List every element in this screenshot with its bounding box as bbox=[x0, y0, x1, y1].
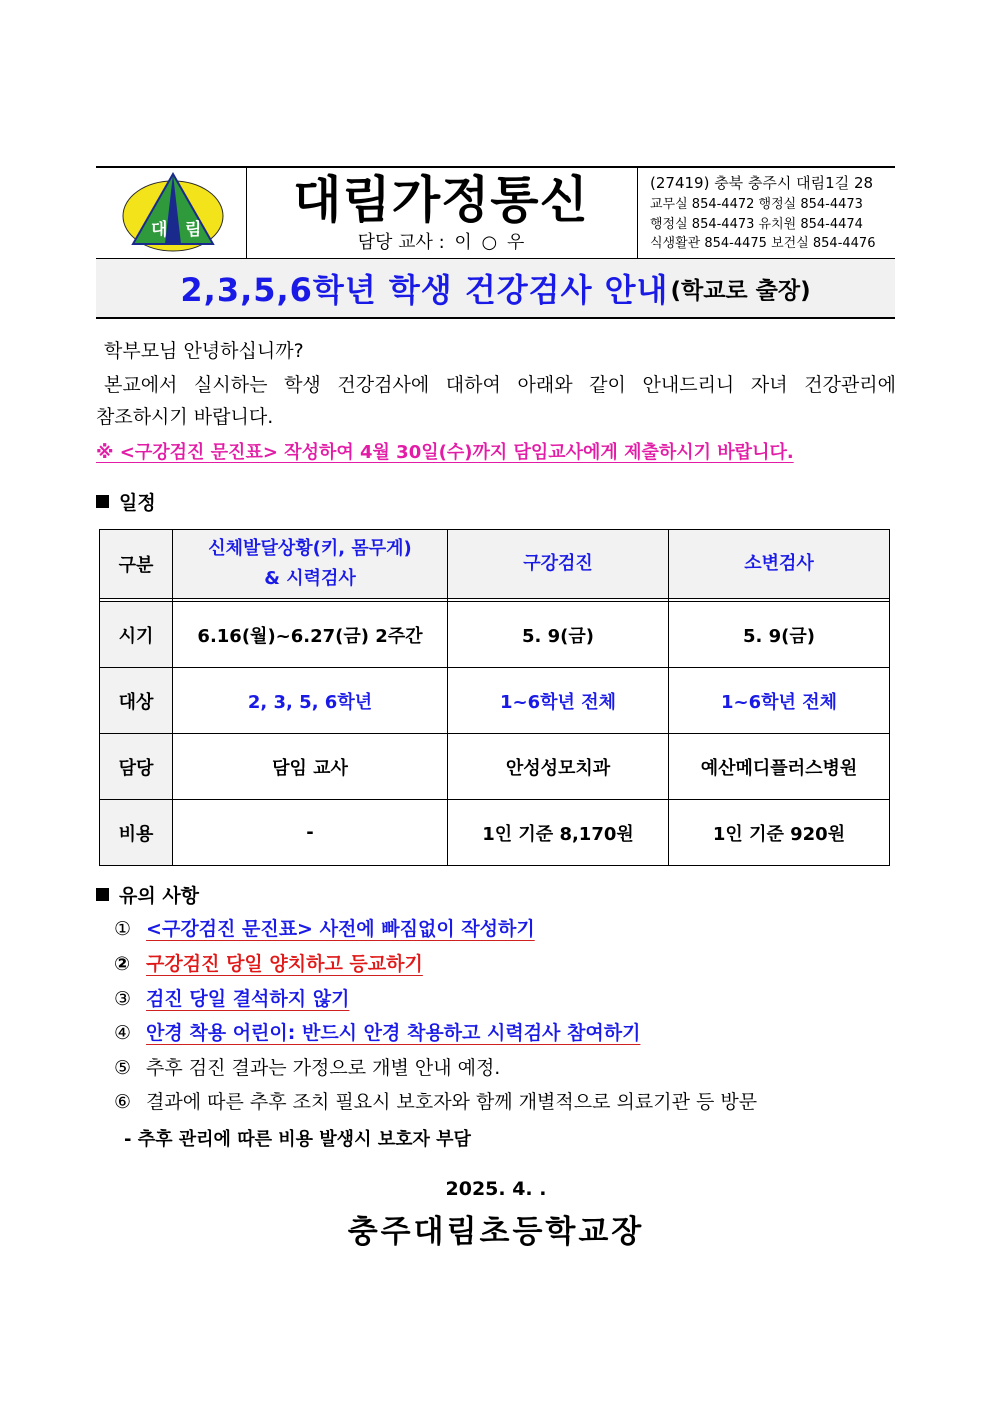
submission-notice: ※ <구강검진 문진표> 작성하여 4월 30일(수)까지 담임교사에게 제출하시기 바랍니다. bbox=[96, 442, 794, 463]
subject-location: (학교로 출장) bbox=[670, 277, 811, 304]
note-text: 안경 착용 어린이: 반드시 안경 착용하고 시력검사 참여하기 bbox=[146, 1022, 641, 1044]
table-cell: - bbox=[173, 800, 448, 866]
table-row bbox=[100, 800, 890, 866]
subject-banner bbox=[96, 259, 895, 319]
note-number: ① bbox=[114, 918, 132, 940]
header-divider bbox=[637, 168, 638, 258]
teacher-name-first: 이 bbox=[454, 232, 472, 253]
header-cell-urine: 소변검사 bbox=[669, 530, 890, 599]
teacher-name-mark: ○ bbox=[481, 232, 498, 253]
note-item bbox=[114, 1055, 500, 1081]
table-cell: 2, 3, 5, 6학년 bbox=[173, 668, 448, 734]
note-item bbox=[114, 1089, 757, 1115]
note-text: 추후 검진 결과는 가정으로 개별 안내 예정. bbox=[146, 1057, 501, 1079]
schedule-heading-text: 일정 bbox=[119, 492, 156, 514]
note-number: ④ bbox=[114, 1022, 132, 1044]
row-label: 대상 bbox=[100, 668, 173, 734]
note-number: ③ bbox=[114, 988, 132, 1010]
contact-phones-1: 교무실 854-4472 행정실 854-4473 bbox=[650, 197, 863, 212]
newsletter-title: 대림가정통신 bbox=[293, 171, 589, 229]
header-cell-physical bbox=[173, 530, 448, 599]
table-row bbox=[100, 668, 890, 734]
subject-title: 2,3,5,6학년 학생 건강검사 안내 bbox=[180, 271, 669, 309]
logo-char-1: 대 bbox=[151, 220, 168, 240]
greeting: 학부모님 안녕하십니까? bbox=[104, 340, 304, 362]
table-cell: 1인 기준 8,170원 bbox=[448, 800, 669, 866]
teacher-name-last: 우 bbox=[506, 232, 525, 253]
table-cell: 1~6학년 전체 bbox=[669, 668, 890, 734]
note-text: <구강검진 문진표> 사전에 빠짐없이 작성하기 bbox=[146, 918, 535, 940]
intro-line-1: 본교에서 실시하는 학생 건강검사에 대하여 아래와 같이 안내드리니 자녀 건강관리에 bbox=[104, 374, 896, 396]
note-item bbox=[114, 916, 535, 942]
notes-heading-text: 유의 사항 bbox=[119, 885, 200, 907]
header-physical-line2: & 시력검사 bbox=[264, 568, 356, 589]
note-number: ⑥ bbox=[114, 1091, 132, 1113]
note-number: ② bbox=[114, 953, 131, 975]
table-cell: 안성성모치과 bbox=[448, 734, 669, 800]
contact-phones-3: 식생활관 854-4475 보건실 854-4476 bbox=[650, 236, 876, 251]
header-cell-category: 구분 bbox=[100, 530, 173, 599]
note-item bbox=[114, 986, 349, 1012]
school-logo bbox=[121, 172, 225, 254]
header-cell-oral: 구강검진 bbox=[448, 530, 669, 599]
principal-signature: 충주대림초등학교장 bbox=[347, 1214, 645, 1250]
table-row bbox=[100, 734, 890, 800]
document-date: 2025. 4. . bbox=[445, 1178, 547, 1200]
note-text: 검진 당일 결석하지 않기 bbox=[146, 988, 350, 1010]
square-bullet-icon bbox=[96, 888, 109, 901]
note-item bbox=[114, 1020, 640, 1046]
header-divider bbox=[246, 168, 247, 258]
row-label: 비용 bbox=[100, 800, 173, 866]
table-cell: 5. 9(금) bbox=[448, 602, 669, 668]
note-subitem: - 추후 관리에 따른 비용 발생시 보호자 부담 bbox=[124, 1129, 471, 1150]
table-cell: 5. 9(금) bbox=[669, 602, 890, 668]
table-header-row bbox=[100, 530, 890, 599]
teacher-label: 담당 교사 : bbox=[357, 232, 445, 253]
school-address: (27419) 충북 충주시 대림1길 28 bbox=[650, 174, 874, 192]
schedule-table bbox=[99, 529, 890, 866]
table-cell: 담임 교사 bbox=[173, 734, 448, 800]
intro-line-2: 참조하시기 바랍니다. bbox=[96, 406, 274, 428]
note-number: ⑤ bbox=[114, 1057, 132, 1079]
notes-heading bbox=[96, 881, 199, 908]
teacher-line bbox=[260, 231, 622, 255]
logo-char-2: 림 bbox=[185, 220, 202, 240]
note-text: 구강검진 당일 양치하고 등교하기 bbox=[146, 953, 423, 975]
note-text: 결과에 따른 추후 조치 필요시 보호자와 함께 개별적으로 의료기관 등 방문 bbox=[146, 1091, 758, 1113]
table-cell: 1~6학년 전체 bbox=[448, 668, 669, 734]
row-label: 담당 bbox=[100, 734, 173, 800]
note-item bbox=[114, 951, 423, 977]
contact-phones-2: 행정실 854-4473 유치원 854-4474 bbox=[650, 217, 863, 232]
row-label: 시기 bbox=[100, 602, 173, 668]
table-cell: 1인 기준 920원 bbox=[669, 800, 890, 866]
table-row bbox=[100, 602, 890, 668]
header-top-rule bbox=[96, 166, 895, 168]
square-bullet-icon bbox=[96, 495, 109, 508]
table-cell: 6.16(월)~6.27(금) 2주간 bbox=[173, 602, 448, 668]
schedule-heading bbox=[96, 488, 156, 515]
table-cell: 예산메디플러스병원 bbox=[669, 734, 890, 800]
header-physical-line1: 신체발달상황(키, 몸무게) bbox=[208, 538, 412, 559]
